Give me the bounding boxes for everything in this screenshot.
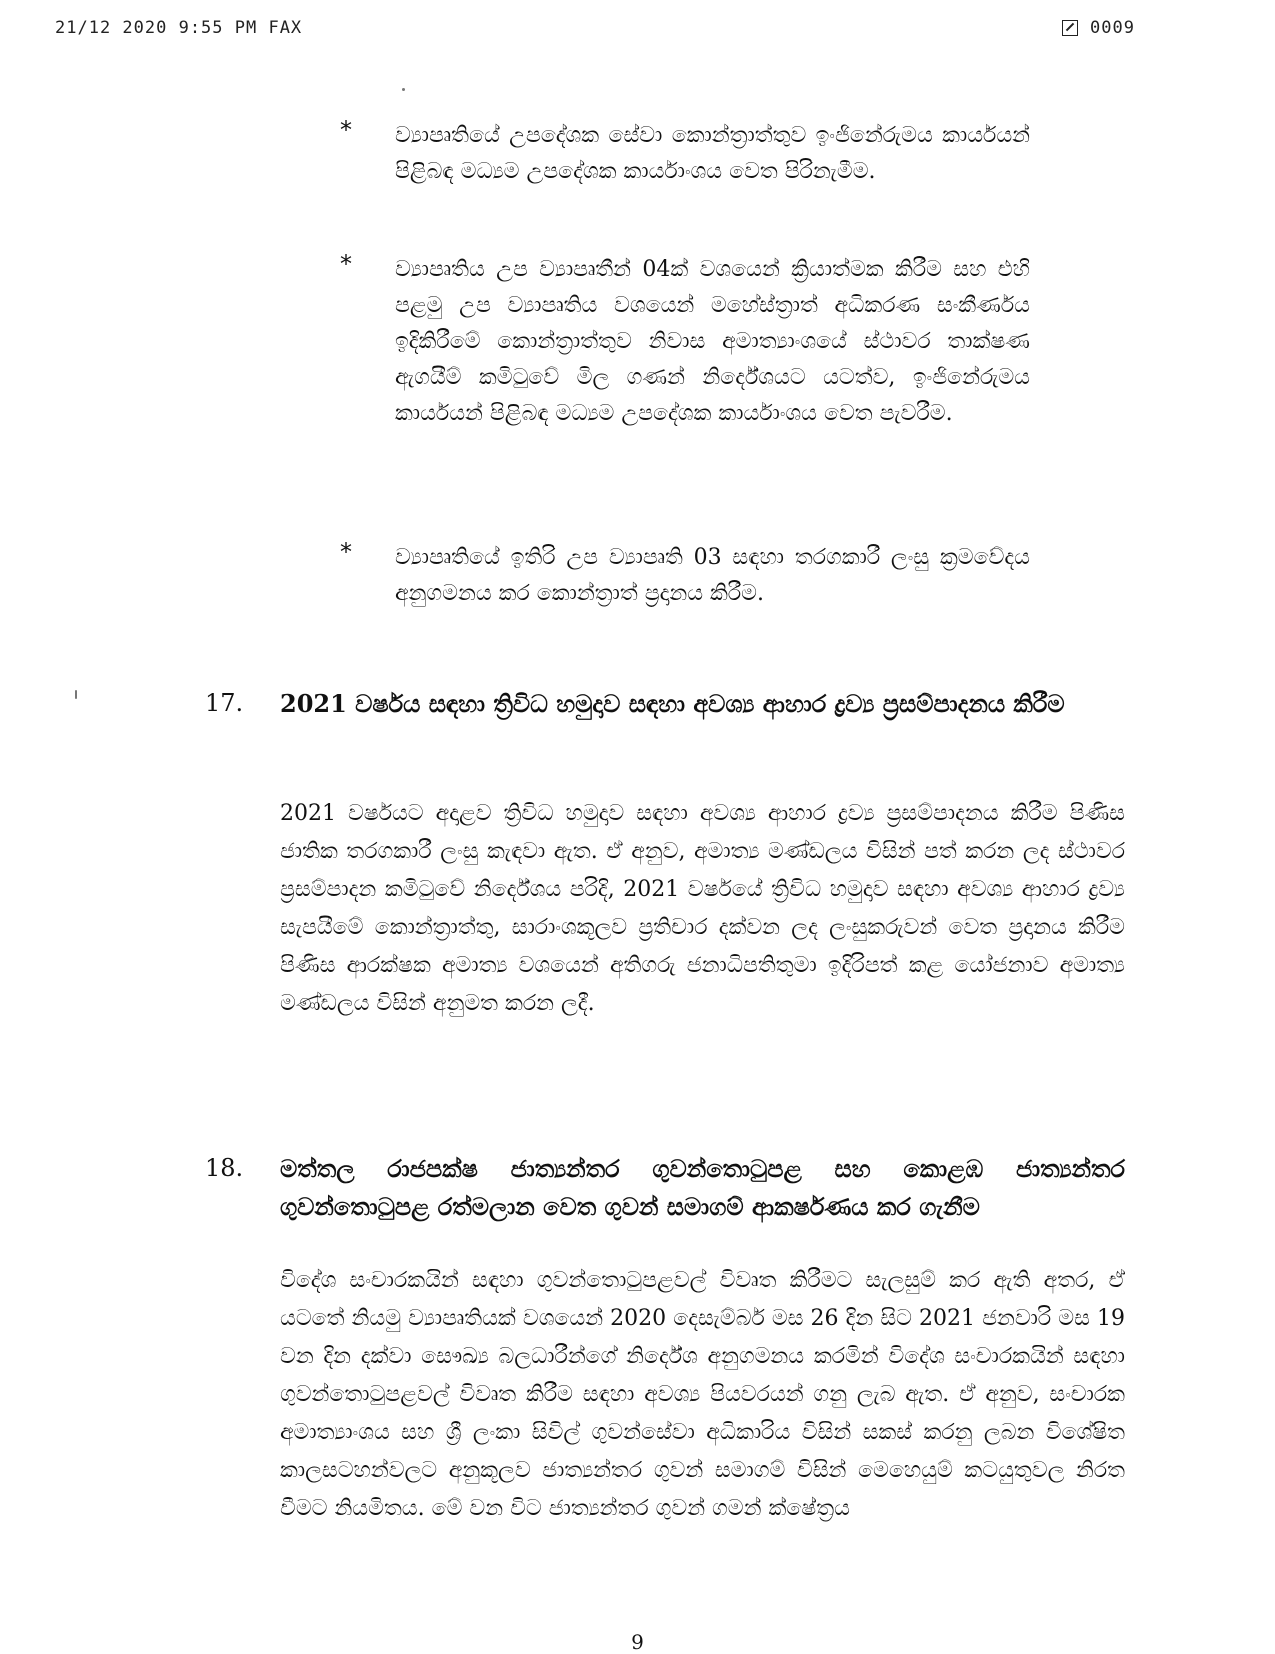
scan-speck [402,88,405,91]
bullet-marker: * [340,538,352,566]
bullet-text: ව්‍යාපෘතිය උප ව්‍යාපෘතීන් 04ක් වශයෙන් ක්‍රියාත්මක කිරීම සහ එහි පළමු උප ව්‍යාපෘතිය වශයෙන් මහේස්ත්‍රාත් අධිකරණ සංකීර්ණය ඉදිකිරීමේ කොන්ත්‍රාත්තුව නිවාස අමාත්‍යාංශයේ ස්ථාවර තාක්ෂණ ඇගයීම් කමිටුවේ මිල ගණන් නිර්දේශයට යටත්ව, ඉංජිනේරුමය කාර්යයන් පිළිබඳ මධ්‍යම උපදේශක කාර්යාංශය වෙත පැවරීම. [395,257,1030,426]
section-number: 18. [205,1154,244,1182]
bullet-marker: * [340,116,352,144]
bullet-item [340,540,1040,612]
section-body: විදේශ සංචාරකයින් සඳහා ගුවන්තොටුපළවල් විවෘත කිරීමට සැලසුම් කර ඇති අතර, ඒ යටතේ නියමු ව්‍යාපෘතියක් වශයෙන් 2020 දෙසැම්බර් මස 26 දින සිට 2021 ජනවාරි මස 19 වන දින දක්වා සෞඛ්‍ය බලධාරීන්ගේ නිර්දේශ අනුගමනය කරමින් විදේශ සංචාරකයින් සඳහා ගුවන්තොටුපළවල් විවෘත කිරීම සඳහා අවශ්‍ය පියවරයන් ගනු ලැබ ඇත. ඒ අනුව, සංචාරක අමාත්‍යාංශය සහ ශ්‍රී ලංකා සිවිල් ගුවන්සේවා අධිකාරිය විසින් සකස් කරනු ලබන විශේෂිත කාලසටහන්වලට අනුකූලව ජාත්‍යන්තර ගුවන් සමාගම් විසින් මෙහෙයුම් කටයුතුවල නිරත වීමට නියමිතය. මේ වන විට ජාත්‍යන්තර ගුවන් ගමන් ක්ෂේත්‍රය [280,1268,1125,1521]
bullet-text: ව්‍යාපෘතියේ ඉතිරි උප ව්‍යාපෘති 03 සඳහා තරගකාරී ලංසු ක්‍රමවේදය අනුගමනය කර කොන්ත්‍රාත් ප්‍රදානය කිරීම. [395,545,1030,606]
section-title: 2021 වර්ෂය සඳහා ත්‍රිවිධ හමුදාව සඳහා අවශ්‍ය ආහාර ද්‍රව්‍ය ප්‍රසම්පාදනය කිරීම [280,689,1065,718]
bullet-item [340,252,1040,432]
fax-header [55,18,1135,44]
bullet-item [340,118,1040,190]
section-title: මත්තල රාජපක්ෂ ජාත්‍යන්තර ගුවන්තොටුපළ සහ කොළඹ ජාත්‍යන්තර ගුවන්තොටුපළ රත්මලාන වෙත ගුවන් සමාගම් ආකර්ෂණය කර ගැනීම [280,1154,1125,1221]
fax-page-icon [1062,20,1078,36]
fax-stamp: 21/12 2020 9:55 PM FAX [55,18,303,38]
page-number: 9 [631,1630,644,1654]
bullet-text: ව්‍යාපෘතියේ උපදේශක සේවා කොන්ත්‍රාත්තුව ඉංජිනේරුමය කාර්යයන් පිළිබඳ මධ්‍යම උපදේශක කාර්යාංශය වෙත පිරිනැමීම. [395,123,1030,184]
fax-page-code-group [1062,18,1135,38]
section-number: 17. [205,689,244,717]
scan-speck [75,690,77,699]
section-body: 2021 වර්ෂයට අදාළව ත්‍රිවිධ හමුදාව සඳහා අවශ්‍ය ආහාර ද්‍රව්‍ය ප්‍රසම්පාදනය කිරීම පිණිස ජාතික තරගකාරී ලංසු කැඳවා ඇත. ඒ අනුව, අමාත්‍ය මණ්ඩලය විසින් පත් කරන ලද ස්ථාවර ප්‍රසම්පාදන කමිටුවේ නිර්දේශය පරිදි, 2021 වර්ෂයේ ත්‍රිවිධ හමුදාව සඳහා අවශ්‍ය ආහාර ද්‍රව්‍ය සැපයීමේ කොන්ත්‍රාත්තු, සාරාංශකූලව ප්‍රතිචාර දක්වන ලද ලංසුකරුවන් වෙත ප්‍රදානය කිරීම පිණිස ආරක්ෂක අමාත්‍ය වශයෙන් අතිගරු ජනාධිපතිතුමා ඉදිරිපත් කළ යෝජනාව අමාත්‍ය මණ්ඩලය විසින් අනුමත කරන ලදී. [280,801,1125,1016]
bullet-marker: * [340,250,352,278]
fax-page-code: 0009 [1090,18,1135,38]
